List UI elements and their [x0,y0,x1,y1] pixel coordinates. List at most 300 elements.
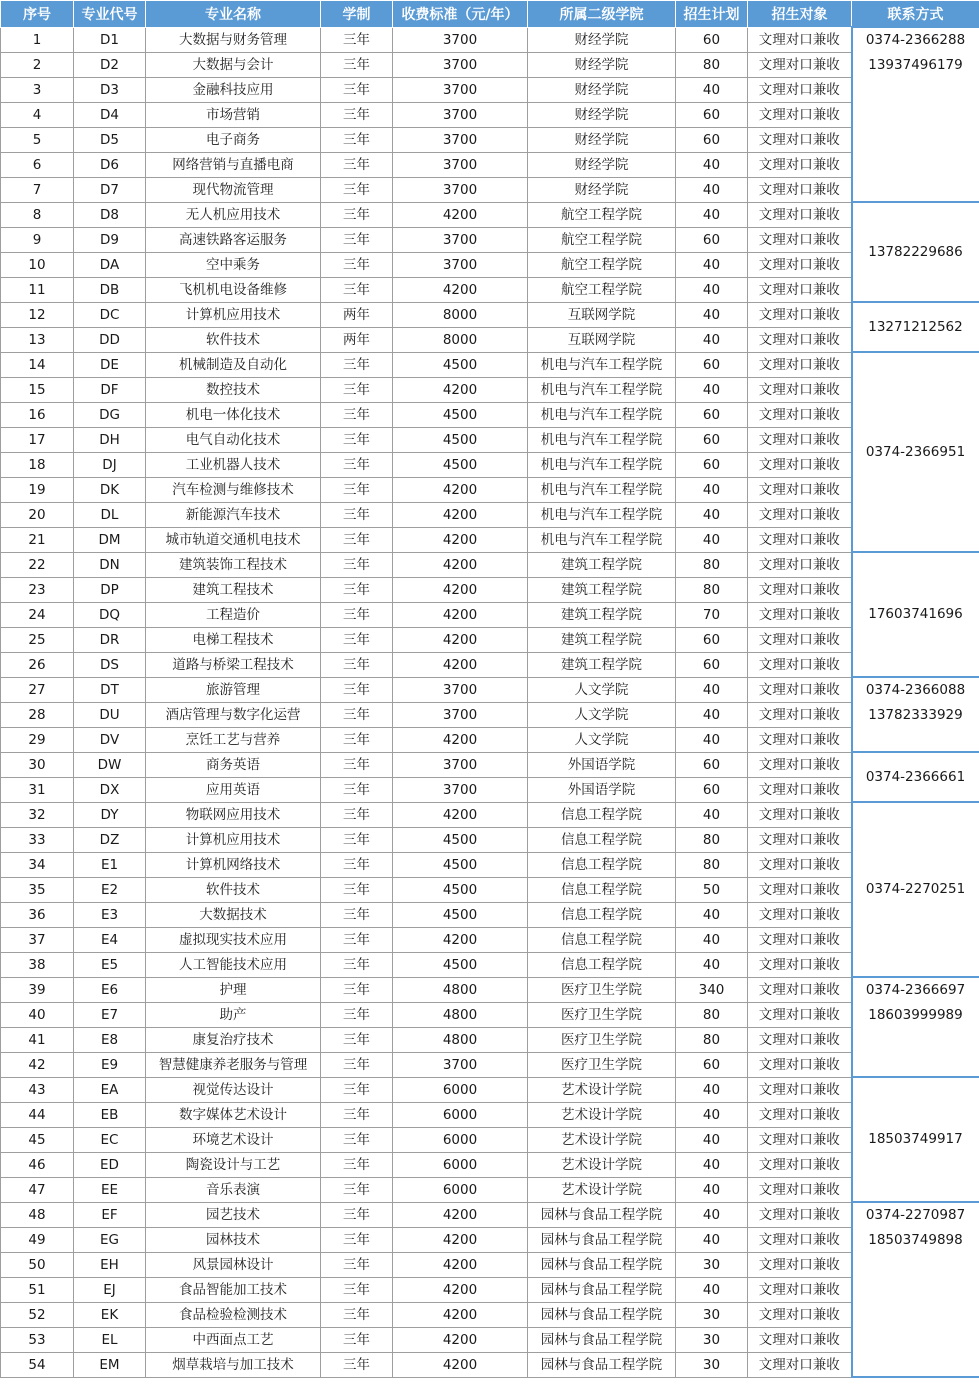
table-row [1,1352,979,1377]
cell-tuition: 4500 [393,877,528,902]
cell-target: 文理对口兼收 [748,1177,852,1202]
cell-index: 35 [1,877,74,902]
cell-quota: 60 [676,27,748,52]
cell-college: 建筑工程学院 [528,652,676,677]
cell-tuition: 4500 [393,427,528,452]
cell-quota: 40 [676,727,748,752]
cell-college: 互联网学院 [528,302,676,327]
cell-quota: 40 [676,1227,748,1252]
cell-tuition: 8000 [393,327,528,352]
cell-duration: 三年 [321,677,393,702]
cell-major-name: 旅游管理 [146,677,321,702]
cell-major-name: 高速铁路客运服务 [146,227,321,252]
table-row [1,802,979,827]
cell-quota: 60 [676,127,748,152]
cell-target: 文理对口兼收 [748,227,852,252]
cell-duration: 三年 [321,577,393,602]
contact-phone: 0374-2366951 [865,443,966,460]
table-row [1,377,979,402]
cell-target: 文理对口兼收 [748,477,852,502]
cell-target: 文理对口兼收 [748,727,852,752]
cell-quota: 60 [676,227,748,252]
cell-target: 文理对口兼收 [748,427,852,452]
cell-major-name: 计算机应用技术 [146,302,321,327]
cell-college: 信息工程学院 [528,802,676,827]
cell-target: 文理对口兼收 [748,52,852,77]
cell-major-code: EH [74,1252,146,1277]
table-row [1,252,979,277]
table-row [1,1302,979,1327]
cell-index: 38 [1,952,74,977]
cell-tuition: 3700 [393,752,528,777]
table-row [1,777,979,802]
cell-tuition: 6000 [393,1177,528,1202]
cell-target: 文理对口兼收 [748,352,852,377]
cell-duration: 三年 [321,1127,393,1152]
cell-major-name: 大数据技术 [146,902,321,927]
cell-target: 文理对口兼收 [748,302,852,327]
cell-college: 园林与食品工程学院 [528,1252,676,1277]
cell-major-code: EG [74,1227,146,1252]
cell-major-code: DT [74,677,146,702]
cell-major-name: 物联网应用技术 [146,802,321,827]
cell-college: 建筑工程学院 [528,627,676,652]
cell-target: 文理对口兼收 [748,1252,852,1277]
cell-major-name: 道路与桥梁工程技术 [146,652,321,677]
cell-tuition: 6000 [393,1127,528,1152]
table-row [1,1002,979,1027]
cell-tuition: 4200 [393,627,528,652]
cell-tuition: 4500 [393,952,528,977]
cell-contact [852,552,979,677]
cell-quota: 80 [676,577,748,602]
cell-major-code: D4 [74,102,146,127]
cell-index: 46 [1,1152,74,1177]
cell-duration: 三年 [321,627,393,652]
cell-major-name: 大数据与会计 [146,52,321,77]
cell-major-code: DH [74,427,146,452]
cell-tuition: 4200 [393,602,528,627]
cell-target: 文理对口兼收 [748,1302,852,1327]
cell-duration: 两年 [321,302,393,327]
cell-duration: 三年 [321,1002,393,1027]
cell-index: 15 [1,377,74,402]
cell-duration: 三年 [321,702,393,727]
cell-major-code: DV [74,727,146,752]
cell-tuition: 4200 [393,577,528,602]
cell-major-code: E5 [74,952,146,977]
cell-quota: 340 [676,977,748,1002]
cell-index: 27 [1,677,74,702]
cell-quota: 40 [676,502,748,527]
cell-major-code: EL [74,1327,146,1352]
table-row [1,1252,979,1277]
cell-college: 艺术设计学院 [528,1102,676,1127]
cell-tuition: 3700 [393,227,528,252]
cell-college: 财经学院 [528,102,676,127]
table-row [1,752,979,777]
table-row [1,327,979,352]
cell-duration: 三年 [321,727,393,752]
cell-major-name: 软件技术 [146,877,321,902]
contact-phone: 13271212562 [868,318,963,335]
cell-major-name: 机电一体化技术 [146,402,321,427]
cell-index: 12 [1,302,74,327]
cell-target: 文理对口兼收 [748,952,852,977]
cell-index: 16 [1,402,74,427]
cell-tuition: 4200 [393,727,528,752]
cell-tuition: 4200 [393,1277,528,1302]
cell-tuition: 4800 [393,1002,528,1027]
cell-duration: 三年 [321,527,393,552]
cell-duration: 三年 [321,177,393,202]
cell-quota: 70 [676,602,748,627]
table-row [1,652,979,677]
cell-index: 3 [1,77,74,102]
cell-quota: 60 [676,1052,748,1077]
table-row [1,527,979,552]
cell-college: 人文学院 [528,677,676,702]
cell-college: 艺术设计学院 [528,1077,676,1102]
cell-duration: 三年 [321,277,393,302]
cell-major-name: 风景园林设计 [146,1252,321,1277]
cell-tuition: 4200 [393,377,528,402]
cell-quota: 80 [676,52,748,77]
cell-duration: 三年 [321,1302,393,1327]
cell-duration: 三年 [321,427,393,452]
contact-phone: 0374-2366288 [865,32,966,48]
table-row [1,102,979,127]
cell-college: 财经学院 [528,77,676,102]
cell-major-name: 食品检验检测技术 [146,1302,321,1327]
cell-index: 26 [1,652,74,677]
cell-major-name: 园林技术 [146,1227,321,1252]
cell-duration: 三年 [321,877,393,902]
cell-major-code: D7 [74,177,146,202]
cell-index: 49 [1,1227,74,1252]
cell-major-name: 空中乘务 [146,252,321,277]
cell-contact [852,352,979,552]
cell-duration: 三年 [321,927,393,952]
cell-duration: 三年 [321,352,393,377]
cell-college: 建筑工程学院 [528,577,676,602]
cell-quota: 40 [676,927,748,952]
cell-college: 园林与食品工程学院 [528,1227,676,1252]
header-major-name: 专业名称 [146,1,321,28]
cell-duration: 三年 [321,452,393,477]
cell-major-code: DW [74,752,146,777]
cell-quota: 40 [676,77,748,102]
contact-phone: 17603741696 [868,606,963,622]
cell-major-name: 音乐表演 [146,1177,321,1202]
cell-major-code: DX [74,777,146,802]
cell-quota: 80 [676,1002,748,1027]
cell-major-code: DS [74,652,146,677]
table-row [1,727,979,752]
cell-major-name: 智慧健康养老服务与管理 [146,1052,321,1077]
cell-major-name: 市场营销 [146,102,321,127]
cell-college: 财经学院 [528,127,676,152]
table-row [1,52,979,77]
cell-major-name: 应用英语 [146,777,321,802]
cell-quota: 40 [676,1102,748,1127]
cell-major-code: EC [74,1127,146,1152]
header-quota: 招生计划 [676,1,748,28]
cell-index: 50 [1,1252,74,1277]
table-row [1,227,979,252]
cell-target: 文理对口兼收 [748,1127,852,1152]
cell-index: 33 [1,827,74,852]
cell-contact [852,27,979,202]
cell-tuition: 3700 [393,252,528,277]
cell-college: 艺术设计学院 [528,1127,676,1152]
contact-phone: 18503749917 [868,1131,963,1147]
cell-college: 财经学院 [528,52,676,77]
cell-tuition: 4500 [393,902,528,927]
cell-tuition: 3700 [393,102,528,127]
cell-duration: 三年 [321,777,393,802]
cell-college: 信息工程学院 [528,852,676,877]
cell-quota: 40 [676,802,748,827]
cell-index: 13 [1,327,74,352]
cell-target: 文理对口兼收 [748,327,852,352]
contact-phone: 13782229686 [868,243,963,260]
cell-duration: 三年 [321,127,393,152]
cell-target: 文理对口兼收 [748,127,852,152]
cell-major-name: 城市轨道交通机电技术 [146,527,321,552]
cell-contact [852,1077,979,1202]
cell-quota: 60 [676,102,748,127]
cell-major-code: D6 [74,152,146,177]
table-row [1,352,979,377]
cell-contact [852,677,979,752]
cell-college: 财经学院 [528,177,676,202]
cell-major-code: EF [74,1202,146,1227]
cell-duration: 三年 [321,1202,393,1227]
table-row [1,77,979,102]
cell-duration: 三年 [321,77,393,102]
cell-major-code: DP [74,577,146,602]
cell-target: 文理对口兼收 [748,177,852,202]
cell-target: 文理对口兼收 [748,1152,852,1177]
cell-tuition: 4200 [393,1302,528,1327]
cell-target: 文理对口兼收 [748,277,852,302]
table-row [1,852,979,877]
cell-major-name: 环境艺术设计 [146,1127,321,1152]
cell-college: 建筑工程学院 [528,602,676,627]
cell-quota: 40 [676,1127,748,1152]
table-row [1,177,979,202]
cell-target: 文理对口兼收 [748,1002,852,1027]
cell-tuition: 6000 [393,1077,528,1102]
cell-target: 文理对口兼收 [748,1327,852,1352]
cell-tuition: 8000 [393,302,528,327]
cell-quota: 40 [676,1152,748,1177]
cell-index: 7 [1,177,74,202]
cell-tuition: 4500 [393,402,528,427]
cell-target: 文理对口兼收 [748,1052,852,1077]
cell-duration: 两年 [321,327,393,352]
cell-college: 信息工程学院 [528,952,676,977]
cell-quota: 30 [676,1327,748,1352]
cell-target: 文理对口兼收 [748,1102,852,1127]
cell-duration: 三年 [321,1102,393,1127]
table-row [1,402,979,427]
cell-index: 45 [1,1127,74,1152]
cell-major-code: DB [74,277,146,302]
cell-major-code: E8 [74,1027,146,1052]
cell-tuition: 4200 [393,802,528,827]
cell-index: 37 [1,927,74,952]
cell-target: 文理对口兼收 [748,677,852,702]
cell-tuition: 3700 [393,702,528,727]
cell-index: 21 [1,527,74,552]
cell-college: 机电与汽车工程学院 [528,452,676,477]
cell-major-code: DK [74,477,146,502]
cell-major-name: 建筑工程技术 [146,577,321,602]
cell-quota: 60 [676,427,748,452]
cell-tuition: 4200 [393,202,528,227]
cell-major-name: 工业机器人技术 [146,452,321,477]
cell-major-code: D5 [74,127,146,152]
cell-duration: 三年 [321,1077,393,1102]
cell-duration: 三年 [321,602,393,627]
cell-index: 6 [1,152,74,177]
cell-quota: 60 [676,402,748,427]
contact-phone: 18503749898 [868,1232,963,1248]
cell-quota: 30 [676,1252,748,1277]
cell-major-code: DQ [74,602,146,627]
cell-major-code: E9 [74,1052,146,1077]
cell-college: 航空工程学院 [528,277,676,302]
cell-duration: 三年 [321,227,393,252]
cell-college: 信息工程学院 [528,927,676,952]
cell-major-name: 电梯工程技术 [146,627,321,652]
cell-major-name: 数控技术 [146,377,321,402]
contact-phone: 0374-2366661 [865,768,966,785]
cell-target: 文理对口兼收 [748,502,852,527]
cell-college: 医疗卫生学院 [528,1052,676,1077]
cell-index: 1 [1,27,74,52]
cell-college: 外国语学院 [528,777,676,802]
cell-duration: 三年 [321,152,393,177]
table-row [1,1152,979,1177]
cell-index: 47 [1,1177,74,1202]
table-row [1,902,979,927]
cell-tuition: 4200 [393,1352,528,1377]
cell-college: 园林与食品工程学院 [528,1202,676,1227]
cell-tuition: 4800 [393,977,528,1002]
table-row [1,277,979,302]
cell-quota: 50 [676,877,748,902]
cell-major-name: 陶瓷设计与工艺 [146,1152,321,1177]
cell-college: 信息工程学院 [528,827,676,852]
cell-major-code: E3 [74,902,146,927]
cell-major-code: E1 [74,852,146,877]
cell-major-name: 视觉传达设计 [146,1077,321,1102]
cell-duration: 三年 [321,827,393,852]
cell-index: 24 [1,602,74,627]
cell-major-code: DA [74,252,146,277]
contact-phone: 0374-2366697 [865,982,966,998]
cell-index: 9 [1,227,74,252]
header-contact: 联系方式 [852,1,979,28]
cell-major-code: EK [74,1302,146,1327]
cell-quota: 40 [676,302,748,327]
cell-duration: 三年 [321,402,393,427]
cell-quota: 40 [676,677,748,702]
cell-index: 31 [1,777,74,802]
table-row [1,927,979,952]
cell-quota: 40 [676,327,748,352]
cell-major-name: 汽车检测与维修技术 [146,477,321,502]
cell-major-code: E7 [74,1002,146,1027]
cell-college: 医疗卫生学院 [528,1027,676,1052]
cell-major-name: 建筑装饰工程技术 [146,552,321,577]
cell-index: 40 [1,1002,74,1027]
cell-contact [852,802,979,977]
table-row [1,27,979,52]
cell-college: 园林与食品工程学院 [528,1277,676,1302]
cell-index: 2 [1,52,74,77]
cell-duration: 三年 [321,1352,393,1377]
cell-duration: 三年 [321,377,393,402]
cell-index: 17 [1,427,74,452]
cell-quota: 40 [676,702,748,727]
cell-tuition: 3700 [393,677,528,702]
cell-duration: 三年 [321,477,393,502]
cell-college: 艺术设计学院 [528,1152,676,1177]
cell-college: 建筑工程学院 [528,552,676,577]
header-row [1,1,979,28]
cell-duration: 三年 [321,552,393,577]
table-row [1,552,979,577]
cell-tuition: 3700 [393,777,528,802]
cell-quota: 60 [676,452,748,477]
cell-target: 文理对口兼收 [748,802,852,827]
cell-major-code: DC [74,302,146,327]
cell-index: 4 [1,102,74,127]
cell-college: 医疗卫生学院 [528,977,676,1002]
cell-college: 航空工程学院 [528,202,676,227]
cell-major-code: D9 [74,227,146,252]
cell-target: 文理对口兼收 [748,702,852,727]
table-row [1,202,979,227]
cell-duration: 三年 [321,1052,393,1077]
cell-tuition: 4200 [393,477,528,502]
cell-college: 财经学院 [528,27,676,52]
cell-major-code: DN [74,552,146,577]
cell-quota: 40 [676,377,748,402]
cell-index: 10 [1,252,74,277]
cell-index: 5 [1,127,74,152]
table-row [1,1327,979,1352]
cell-major-code: DJ [74,452,146,477]
table-row [1,452,979,477]
cell-tuition: 6000 [393,1102,528,1127]
cell-index: 25 [1,627,74,652]
cell-target: 文理对口兼收 [748,527,852,552]
cell-index: 14 [1,352,74,377]
contact-phone: 0374-2270251 [865,881,966,897]
cell-college: 机电与汽车工程学院 [528,527,676,552]
cell-tuition: 4200 [393,502,528,527]
cell-quota: 40 [676,902,748,927]
cell-major-code: EE [74,1177,146,1202]
table-row [1,627,979,652]
table-row [1,877,979,902]
cell-target: 文理对口兼收 [748,627,852,652]
